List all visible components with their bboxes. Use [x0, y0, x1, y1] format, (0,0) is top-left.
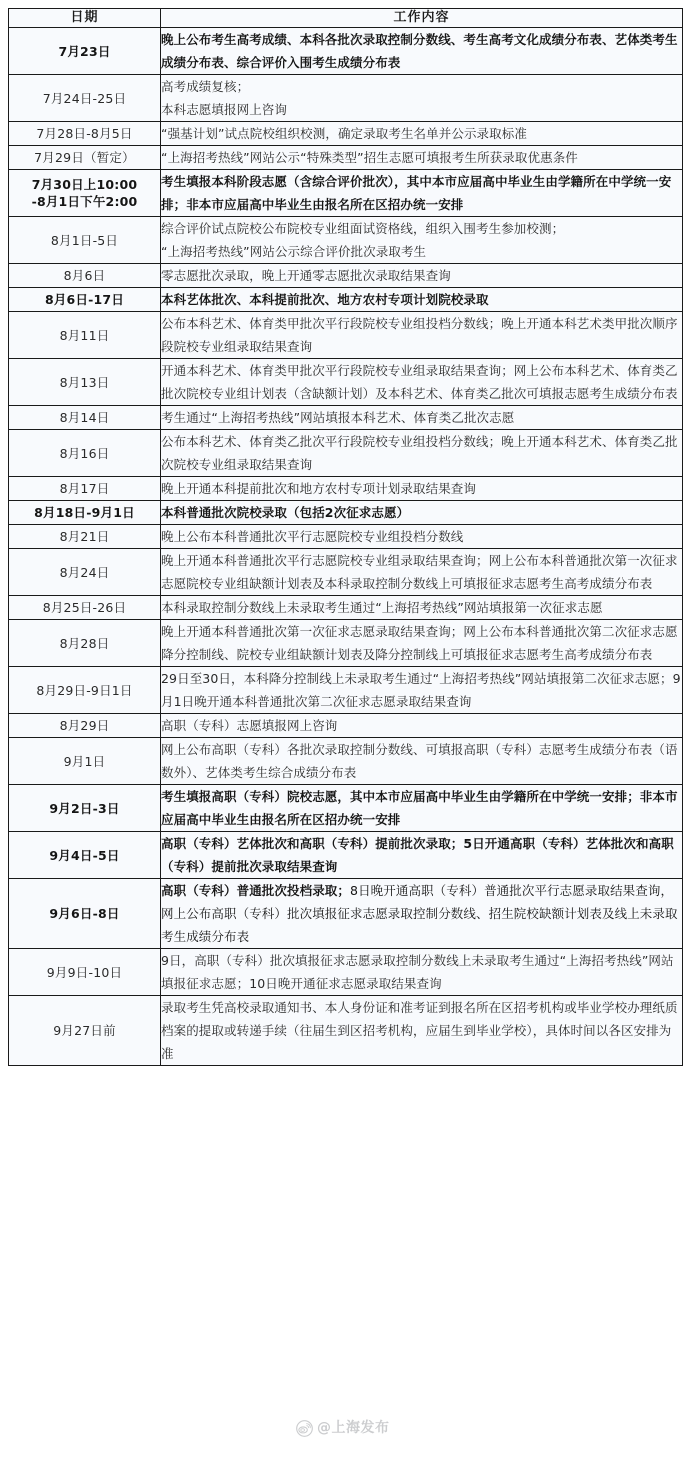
- table-row: [9, 620, 683, 667]
- cell-work: 考生填报本科阶段志愿（含综合评价批次），其中本市应届高中毕业生由学籍所在中学统一安排；非本市应届高中毕业生由报名所在区招办统一安排: [161, 170, 683, 217]
- cell-date: 8月11日: [9, 312, 161, 359]
- table-row: [9, 738, 683, 785]
- cell-date: 8月28日: [9, 620, 161, 667]
- cell-date: 7月28日-8月5日: [9, 122, 161, 146]
- table-row: [9, 549, 683, 596]
- cell-date: 8月24日: [9, 549, 161, 596]
- table-row: [9, 217, 683, 264]
- cell-date: 9月27日前: [9, 996, 161, 1066]
- cell-work: 高职（专科）艺体批次和高职（专科）提前批次录取；5日开通高职（专科）艺体批次和高职（专科）提前批次录取结果查询: [161, 832, 683, 879]
- column-header-date: 日期: [9, 9, 161, 28]
- cell-work: [161, 879, 683, 949]
- table-row: [9, 714, 683, 738]
- cell-work: 9日，高职（专科）批次填报征求志愿录取控制分数线上未录取考生通过“上海招考热线”网站填报征求志愿；10日晚开通征求志愿录取结果查询: [161, 949, 683, 996]
- cell-date: 7月29日（暂定）: [9, 146, 161, 170]
- weibo-icon: [296, 1420, 313, 1437]
- table-row: [9, 406, 683, 430]
- table-row: [9, 477, 683, 501]
- table-row: [9, 264, 683, 288]
- cell-date: 8月16日: [9, 430, 161, 477]
- table-row: [9, 312, 683, 359]
- watermark: [296, 1420, 390, 1437]
- cell-date: 8月29日-9日1日: [9, 667, 161, 714]
- cell-date: 8月6日: [9, 264, 161, 288]
- cell-date: 9月6日-8日: [9, 879, 161, 949]
- table-row: [9, 996, 683, 1066]
- watermark-text: @上海发布: [317, 1420, 390, 1436]
- table-row: [9, 949, 683, 996]
- cell-date: 7月23日: [9, 28, 161, 75]
- table-row: [9, 832, 683, 879]
- cell-work: 晚上公布本科普通批次平行志愿院校专业组投档分数线: [161, 525, 683, 549]
- table-header: [9, 9, 683, 28]
- cell-work: 考生填报高职（专科）院校志愿，其中本市应届高中毕业生由学籍所在中学统一安排；非本市应届高中毕业生由报名所在区招办统一安排: [161, 785, 683, 832]
- cell-work-emphasis: 高职（专科）普通批次投档录取；: [161, 883, 351, 898]
- cell-work: 晚上公布考生高考成绩、本科各批次录取控制分数线、考生高考文化成绩分布表、艺体类考生成绩分布表、综合评价入围考生成绩分布表: [161, 28, 683, 75]
- table-row: [9, 146, 683, 170]
- admission-schedule-table: [8, 8, 683, 1066]
- cell-date: 9月4日-5日: [9, 832, 161, 879]
- table-row: [9, 879, 683, 949]
- column-header-work: 工作内容: [161, 9, 683, 28]
- table-row: [9, 430, 683, 477]
- cell-date: 8月21日: [9, 525, 161, 549]
- cell-date: 8月6日-17日: [9, 288, 161, 312]
- cell-work: “上海招考热线”网站公示“特殊类型”招生志愿可填报考生所获录取优惠条件: [161, 146, 683, 170]
- table-row: [9, 501, 683, 525]
- cell-work: 考生通过“上海招考热线”网站填报本科艺术、体育类乙批次志愿: [161, 406, 683, 430]
- cell-work: 晚上开通本科普通批次第一次征求志愿录取结果查询；网上公布本科普通批次第二次征求志愿降分控制线、院校专业组缺额计划表及降分控制线上可填报征求志愿考生高考成绩分布表: [161, 620, 683, 667]
- cell-work: 综合评价试点院校公布院校专业组面试资格线，组织入围考生参加校测； “上海招考热线”网站公示综合评价批次录取考生: [161, 217, 683, 264]
- table-row: [9, 525, 683, 549]
- table-row: [9, 170, 683, 217]
- table-row: [9, 75, 683, 122]
- cell-date: 9月2日-3日: [9, 785, 161, 832]
- cell-date: 8月29日: [9, 714, 161, 738]
- cell-work: 29日至30日，本科降分控制线上未录取考生通过“上海招考热线”网站填报第二次征求志愿；9月1日晚开通本科普通批次第二次征求志愿录取结果查询: [161, 667, 683, 714]
- table-row: [9, 122, 683, 146]
- table-body: [9, 28, 683, 1066]
- cell-work: 本科普通批次院校录取（包括2次征求志愿）: [161, 501, 683, 525]
- table-row: [9, 667, 683, 714]
- cell-date: 8月13日: [9, 359, 161, 406]
- table-row: [9, 28, 683, 75]
- cell-work: 晚上开通本科提前批次和地方农村专项计划录取结果查询: [161, 477, 683, 501]
- cell-work: 零志愿批次录取，晚上开通零志愿批次录取结果查询: [161, 264, 683, 288]
- cell-work: 网上公布高职（专科）各批次录取控制分数线、可填报高职（专科）志愿考生成绩分布表（语数外）、艺体类考生综合成绩分布表: [161, 738, 683, 785]
- cell-date: 7月24日-25日: [9, 75, 161, 122]
- cell-work: 公布本科艺术、体育类乙批次平行段院校专业组投档分数线；晚上开通本科艺术、体育类乙批次院校专业组录取结果查询: [161, 430, 683, 477]
- cell-date: 9月9日-10日: [9, 949, 161, 996]
- table-row: [9, 785, 683, 832]
- cell-work: 本科艺体批次、本科提前批次、地方农村专项计划院校录取: [161, 288, 683, 312]
- cell-work: 开通本科艺术、体育类甲批次平行段院校专业组录取结果查询；网上公布本科艺术、体育类乙批次院校专业组计划表（含缺额计划）及本科艺术、体育类乙批次可填报志愿考生成绩分布表: [161, 359, 683, 406]
- cell-date: 8月17日: [9, 477, 161, 501]
- cell-work: 晚上开通本科普通批次平行志愿院校专业组录取结果查询；网上公布本科普通批次第一次征求志愿院校专业组缺额计划表及本科录取控制分数线上可填报征求志愿考生高考成绩分布表: [161, 549, 683, 596]
- table-row: [9, 288, 683, 312]
- cell-work: 高职（专科）志愿填报网上咨询: [161, 714, 683, 738]
- cell-work-tail: 8日晚开通高职（专科）普通批次平行志愿录取结果查询，网上公布高职（专科）批次填报征求志愿录取控制分数线、招生院校缺额计划表及线上未录取考生成绩分布表: [161, 883, 678, 944]
- table-row: [9, 359, 683, 406]
- cell-date: 8月1日-5日: [9, 217, 161, 264]
- cell-work: 录取考生凭高校录取通知书、本人身份证和准考证到报名所在区招考机构或毕业学校办理纸质档案的提取或转递手续（往届生到区招考机构，应届生到毕业学校），具体时间以各区安排为准: [161, 996, 683, 1066]
- table-header-row: [9, 9, 683, 28]
- cell-date: 8月25日-26日: [9, 596, 161, 620]
- cell-work: 高考成绩复核； 本科志愿填报网上咨询: [161, 75, 683, 122]
- table-row: [9, 596, 683, 620]
- cell-date: 8月18日-9月1日: [9, 501, 161, 525]
- cell-work: “强基计划”试点院校组织校测，确定录取考生名单并公示录取标准: [161, 122, 683, 146]
- cell-date: 7月30日上10:00 -8月1日下午2:00: [9, 170, 161, 217]
- cell-date: 9月1日: [9, 738, 161, 785]
- cell-work: 本科录取控制分数线上未录取考生通过“上海招考热线”网站填报第一次征求志愿: [161, 596, 683, 620]
- cell-work: 公布本科艺术、体育类甲批次平行段院校专业组投档分数线；晚上开通本科艺术类甲批次顺序段院校专业组录取结果查询: [161, 312, 683, 359]
- cell-date: 8月14日: [9, 406, 161, 430]
